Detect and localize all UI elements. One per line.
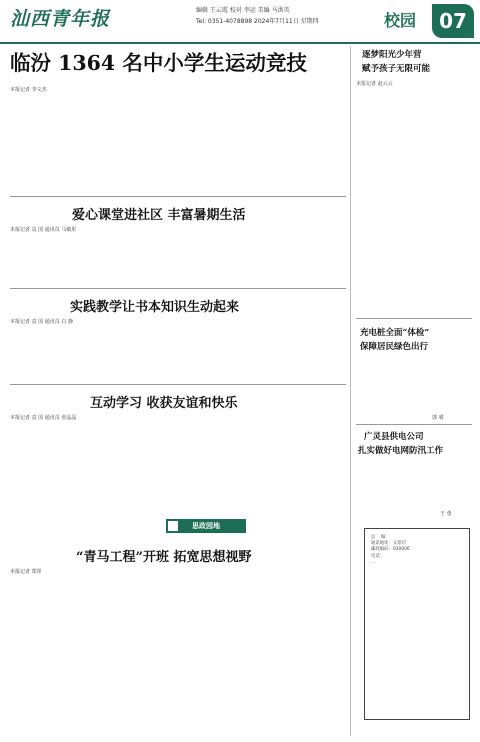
- body-text-5a: [10, 578, 114, 736]
- body-text-3a: [10, 328, 114, 376]
- body-text-5b: [120, 570, 228, 736]
- body-text-7: [356, 356, 472, 412]
- section-name: 校园: [384, 11, 417, 30]
- byline-2: 本报记者 袁 国 通讯员 马敏彤: [10, 227, 77, 233]
- credit-1: 郭 睿: [432, 415, 444, 421]
- byline-1: 本报记者 李文杰: [10, 87, 47, 93]
- byline-6: 本报记者 赵云云: [356, 81, 393, 87]
- headline-7-line-1: 充电桩全面“体检”: [360, 328, 430, 338]
- newspaper-logo: 汕西青年报: [10, 8, 111, 30]
- rule: [356, 318, 472, 319]
- rule: [10, 384, 346, 385]
- headline-6-line-2: 赋予孩子无限可能: [362, 64, 431, 74]
- headline-6-line-1: 逐梦阳光少年营: [362, 50, 422, 60]
- headline-1: 临汾 1364 名中小学生运动竞技: [10, 51, 307, 75]
- byline-5: 本报记者 郑彤: [10, 569, 42, 575]
- imprint-text: 总 编： 通讯地址：太原市 邮政编码：030006 电话： ...: [371, 535, 410, 565]
- headline-2: 爱心课堂进社区 丰富暑期生活: [72, 208, 246, 223]
- headline-8-line-1: 广灵县供电公司: [364, 432, 424, 442]
- body-text-2b: [120, 228, 228, 280]
- body-text-2a: [10, 236, 114, 280]
- editors-line: 编辑 王云霞 校对 李运 美编 马洪英: [196, 7, 290, 14]
- page-number: 07: [432, 4, 474, 38]
- contact-line: Tel: 0351-4078898 2024年7月11日 星期四: [196, 18, 319, 25]
- headline-3: 实践教学让书本知识生动起来: [70, 300, 240, 315]
- credit-2: 王 勇: [440, 511, 452, 517]
- body-text-5c: [234, 570, 344, 736]
- body-text-1a: [10, 96, 114, 188]
- headline-8-line-2: 扎实做好电网防汛工作: [358, 446, 444, 456]
- body-text-2c: [234, 228, 344, 280]
- body-text-1c: [234, 86, 344, 188]
- rule: [10, 288, 346, 289]
- byline-4: 本报记者 袁 国 通讯员 张晶晶: [10, 415, 77, 421]
- rule: [356, 424, 472, 425]
- body-text-6: [356, 90, 472, 310]
- body-text-3c: [234, 320, 344, 376]
- headline-5: “青马工程”开班 拓宽思想视野: [76, 550, 252, 565]
- body-text-4b: [120, 418, 228, 508]
- body-text-4c: [234, 418, 344, 508]
- body-text-1b: [120, 96, 228, 188]
- column-tag: 思政园地: [166, 519, 246, 533]
- headline-7-line-2: 保障居民绿色出行: [360, 342, 429, 352]
- flag-icon: [168, 521, 178, 531]
- body-text-4a: [10, 424, 114, 508]
- rule: [10, 196, 346, 197]
- headline-4: 互动学习 收获友谊和快乐: [90, 396, 238, 411]
- column-rule: [350, 46, 351, 736]
- body-text-8: [356, 460, 472, 508]
- imprint-box: [364, 528, 470, 720]
- body-text-3b: [120, 320, 228, 376]
- byline-3: 本报记者 袁 国 通讯员 白 静: [10, 319, 73, 325]
